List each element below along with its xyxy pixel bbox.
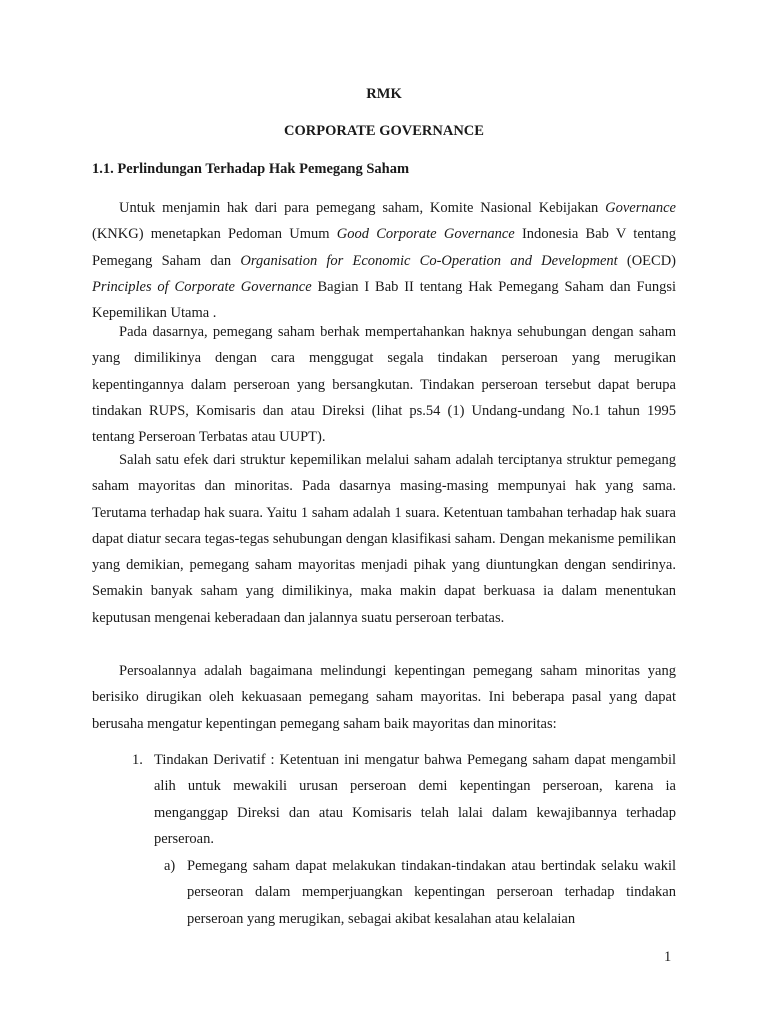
paragraph-1-text-1: Untuk menjamin hak dari para pemegang saham, Komite Nasional Kebijakan xyxy=(119,200,606,216)
document-subtitle: CORPORATE GOVERNANCE xyxy=(284,123,484,139)
section-heading: 1.1. Perlindungan Terhadap Hak Pemegang Saham xyxy=(92,161,410,177)
paragraph-1 xyxy=(92,195,676,326)
document-title: RMK xyxy=(366,86,402,102)
list-item xyxy=(132,747,676,852)
sub-list-item xyxy=(164,853,676,932)
sub-list-item-text: Pemegang saham dapat melakukan tindakan-tindakan atau bertindak selaku wakil perseoran dalam memperjuangkan kepentingan perseroan terhadap tindakan perseroan yang merugikan, sebagai akibat kesalahan atau kelalaian xyxy=(187,858,676,927)
paragraph-1-italic-2: Good Corporate Governance xyxy=(336,226,515,243)
paragraph-1-text-4: (OECD) xyxy=(617,252,676,269)
paragraph-3: Salah satu efek dari struktur kepemilikan melalui saham adalah terciptanya struktur pemegang saham mayoritas dan minoritas. Pada dasarnya masing-masing mempunyai hak yang sama. Terutama terhadap hak suara. Yaitu 1 saham adalah 1 suara. Ketentuan tambahan terhadap hak suara dapat diatur secara tegas-tegas sehubungan dengan klasifikasi saham. Dengan mekanisme pemilikan yang demikian, pemegang saham mayoritas menjadi pihak yang diuntungkan dengan sendirinya. Semakin banyak saham yang dimilikinya, maka makin dapat berkuasa ia dalam menentukan keputusan mengenai keberadaan dan jalannya suatu perseroan terbatas. xyxy=(92,452,676,626)
paragraph-2: Pada dasarnya, pemegang saham berhak mempertahankan haknya sehubungan dengan saham yang dimilikinya dengan cara menggugat segala tindakan perseroan yang merugikan kepentingannya dalam perseroan yang bersangkutan. Tindakan perseroan tersebut dapat berupa tindakan RUPS, Komisaris dan atau Direksi (lihat ps.54 (1) Undang-undang No.1 tahun 1995 tentang Perseroan Terbatas atau UUPT). xyxy=(92,324,676,446)
paragraph-1-text-3: Indonesia Bab V tentang Pemegang Saham dan xyxy=(92,226,676,269)
paragraph-1-italic-4: Principles of Corporate Governance xyxy=(92,278,312,295)
paragraph-1-italic-1: Governance xyxy=(605,200,676,216)
paragraph-1-text-2: (KNKG) menetapkan Pedoman Umum xyxy=(92,226,337,243)
paragraph-4: Persoalannya adalah bagaimana melindungi kepentingan pemegang saham minoritas yang berisiko dirugikan oleh kekuasaan pemegang saham mayoritas. Ini beberapa pasal yang dapat berusaha mengatur kepentingan pemegang saham baik mayoritas dan minoritas: xyxy=(92,663,676,732)
list-item-text: Tindakan Derivatif : Ketentuan ini mengatur bahwa Pemegang saham dapat mengambil alih untuk mewakili urusan perseroan demi kepentingan perseroan, karena ia menganggap Direksi dan atau Komisaris telah lalai dalam kewajibannya terhadap perseroan. xyxy=(154,752,676,847)
sub-list-item-label: a) xyxy=(164,858,176,874)
paragraph-1-italic-3: Organisation for Economic Co-Operation and Development xyxy=(240,252,618,269)
paragraph-1-text-5: Bagian I Bab II tentang Hak Pemegang Saham dan Fungsi Kepemilikan Utama . xyxy=(92,278,676,322)
page-number: 1 xyxy=(664,949,672,965)
list-item-number: 1. xyxy=(132,752,143,768)
